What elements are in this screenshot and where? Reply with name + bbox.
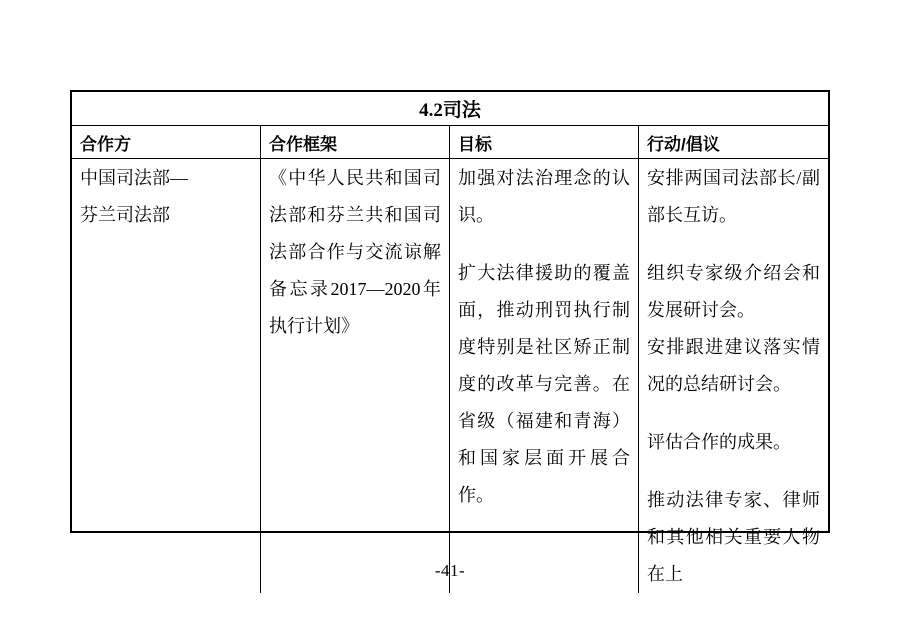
header-cell-framework: 合作框架	[261, 126, 450, 158]
framework-paragraph: 《中华人民共和国司法部和芬兰共和国司法部合作与交流谅解备忘录2017—2020年执行计划》	[269, 168, 441, 336]
goal-paragraph: 加强对法治理念的认识。	[458, 168, 630, 225]
action-paragraph: 推动法律专家、律师和其他相关重要人物在上	[647, 490, 820, 584]
action-paragraph: 评估合作的成果。	[647, 432, 791, 452]
partner-line: 中国司法部—	[80, 168, 188, 188]
action-paragraph: 安排两国司法部长/副部长互访。	[647, 168, 820, 225]
cell-actions	[639, 159, 828, 593]
goal-paragraph: 扩大法律援助的覆盖面，推动刑罚执行制度特别是社区矫正制度的改革与完善。在省级（福建和青海）和国家层面开展合作。	[458, 263, 630, 505]
header-cell-actions: 行动/倡议	[647, 134, 720, 154]
action-paragraph: 组织专家级介绍会和发展研讨会。	[647, 263, 820, 320]
cell-goals	[450, 159, 639, 593]
table-header-row	[72, 126, 828, 159]
cell-partner	[72, 159, 261, 593]
partner-line: 芬兰司法部	[80, 205, 170, 225]
page-number: -41-	[434, 561, 466, 580]
table-row	[72, 159, 828, 593]
header-cell-partner: 合作方	[72, 126, 261, 158]
cell-framework	[261, 159, 450, 593]
header-cell-goals: 目标	[450, 126, 639, 158]
table-section-title: 4.2司法	[72, 92, 828, 126]
action-paragraph: 安排跟进建议落实情况的总结研讨会。	[647, 337, 820, 394]
